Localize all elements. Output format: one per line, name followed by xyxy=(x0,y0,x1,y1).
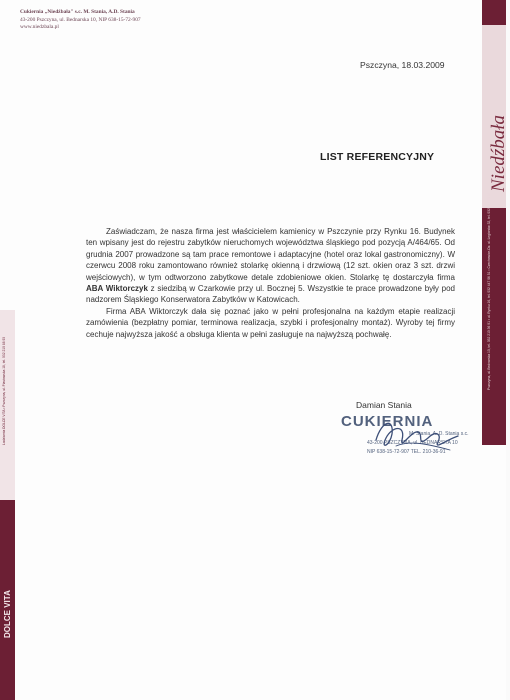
company-address: 43-200 Pszczyna, ul. Bednarska 10, NIP 638-15-72-907 xyxy=(20,16,141,23)
left-contact-note xyxy=(2,336,14,445)
stamp-owners: M. Stania, A. D. Stania s.c. xyxy=(409,431,469,437)
dolce-vita-logo-text: DOLCE VITA xyxy=(3,590,12,638)
right-contact-text: Pszczyna, ul. Bednarska 10, tel. 032 210 36 91 • ul. Rynku 16, tel. 032 447 06 51 • Czechowice-Dz. ul. Legionów 32, tel. 032 447 06 51 xyxy=(487,192,491,390)
company-name: Cukiernia „Niedźbała" s.c. M. Stania, A.D. Stania xyxy=(20,9,135,15)
paragraph-1-text-end: z siedzibą w Czarkowie przy ul. Bocznej 5. Wszystkie te prace prowadzone były pod nadzorem Śląskiego Konserwatora Zabytków w Katowicach. xyxy=(86,284,455,305)
niedzbala-logo-text: Niedźbała xyxy=(488,114,509,192)
dolce-vita-logo xyxy=(3,568,13,638)
letter-title: LIST REFERENCYJNY xyxy=(320,151,435,163)
left-contact-text: Lodziarnia DOLCE VITA • Pszczyna, ul. Piastowska 18, tel. 032 210 88 93 xyxy=(2,336,6,445)
letterhead xyxy=(20,9,141,32)
letter-date: Pszczyna, 18.03.2009 xyxy=(360,60,445,70)
stamp-address: 43-200 PSZCZYNA, ul. BEDNARSKA 10 xyxy=(367,440,458,446)
letter-body xyxy=(86,226,455,340)
right-contact-note xyxy=(487,192,503,390)
signer-name: Damian Stania xyxy=(356,400,412,410)
paragraph-2: Firma ABA Wiktorczyk dała się poznać jako w pełni profesjonalna na każdym etapie realizacji zamówienia (bezpłatny pomiar, terminowa realizacja, szybki i profesjonalny montaż). Wyroby tej firmy cechuje najwyższa jakość a obsługa klienta w pełni zasługuje na najwyższą pochwałę. xyxy=(86,306,455,339)
company-highlight: ABA Wiktorczyk xyxy=(86,284,148,294)
handwritten-signature xyxy=(372,410,462,462)
stamp-name: CUKIERNIA xyxy=(341,413,434,430)
niedzbala-logo xyxy=(488,42,509,192)
paragraph-1-text: Zaświadczam, że nasza firma jest właścicielem kamienicy w Pszczynie przy Rynku 16. Budynek ten wpisany jest do rejestru zabytków nieruchomych województwa śląskiego pod pozycją A/464/65. Od grudnia 2007 prowadzone są tam prace remontowe i adaptacyjne (hotel oraz lokal gastronomiczny). W czerwcu 2008 roku zamontowano również stolarkę okienną i drzwiową (12 szt. okien oraz 3 szt. drzwi wejściowych), w tym odtworzono zabytkowe detale zdobieniowe okien. Stolarkę tę dostarczyła firma xyxy=(86,227,455,282)
paragraph-1 xyxy=(86,226,455,306)
stamp-nip-tel: NIP 638-15-72-907 TEL. 210-36-91 xyxy=(367,449,446,455)
company-website: www.niedzbala.pl xyxy=(20,24,59,30)
